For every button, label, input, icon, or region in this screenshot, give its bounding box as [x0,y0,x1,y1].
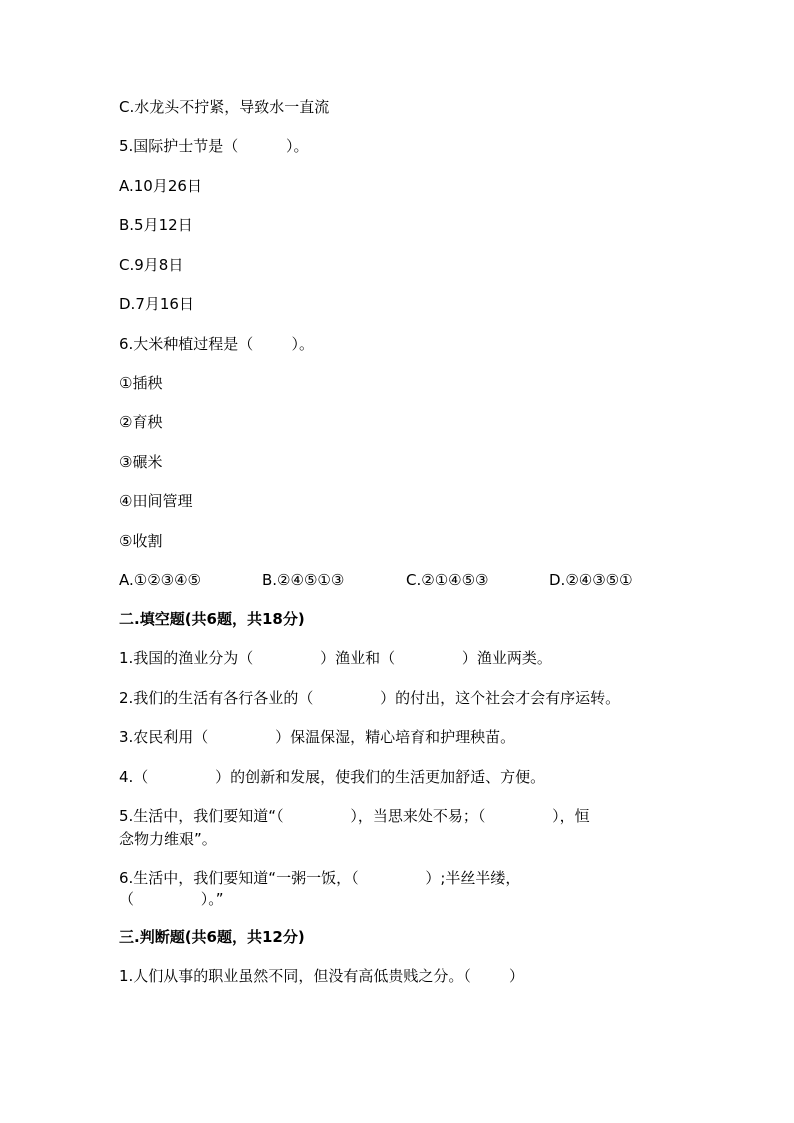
fill-question-3: 3.农民利用（ ）保温保湿，精心培育和护理秧苗。 [119,728,516,746]
fill-question-6-line-2: （ ）。” [119,890,224,908]
judge-question-1: 1.人们从事的职业虽然不同，但没有高低贵贱之分。（ ） [119,967,524,985]
q6-option-c: C.②①④⑤③ [406,571,489,589]
fill-question-1: 1.我国的渔业分为（ ）渔业和（ ）渔业两类。 [119,649,552,667]
fill-question-5-line-2: 念物力维艰”。 [119,830,217,848]
question-6: 6.大米种植过程是（ ）。 [119,335,314,353]
step-3: ③碾米 [119,453,163,471]
q5-option-c: C.9月8日 [119,256,184,274]
q4-option-c: C.水龙头不拧紧，导致水一直流 [119,98,330,116]
section-title-fill-blank: 二.填空题(共6题，共18分) [119,610,305,628]
fill-question-5-line-1: 5.生活中，我们要知道“（ ），当思来处不易；（ ），恒 [119,807,590,825]
question-5: 5.国际护士节是（ ）。 [119,137,309,155]
q6-option-b: B.②④⑤①③ [262,571,345,589]
fill-question-6-line-1: 6.生活中，我们要知道“一粥一饭，（ ）;半丝半缕， [119,869,521,887]
q6-option-d: D.②④③⑤① [549,571,633,589]
step-1: ①插秧 [119,374,163,392]
step-2: ②育秧 [119,413,163,431]
section-title-judgement: 三.判断题(共6题，共12分) [119,928,305,946]
step-5: ⑤收割 [119,532,163,550]
q5-option-d: D.7月16日 [119,295,194,313]
q5-option-a: A.10月26日 [119,177,202,195]
q6-option-a: A.①②③④⑤ [119,571,202,589]
step-4: ④田间管理 [119,492,193,510]
fill-question-2: 2.我们的生活有各行各业的（ ）的付出，这个社会才会有序运转。 [119,689,621,707]
q5-option-b: B.5月12日 [119,216,193,234]
fill-question-4: 4.（ ）的创新和发展，使我们的生活更加舒适、方便。 [119,768,546,786]
